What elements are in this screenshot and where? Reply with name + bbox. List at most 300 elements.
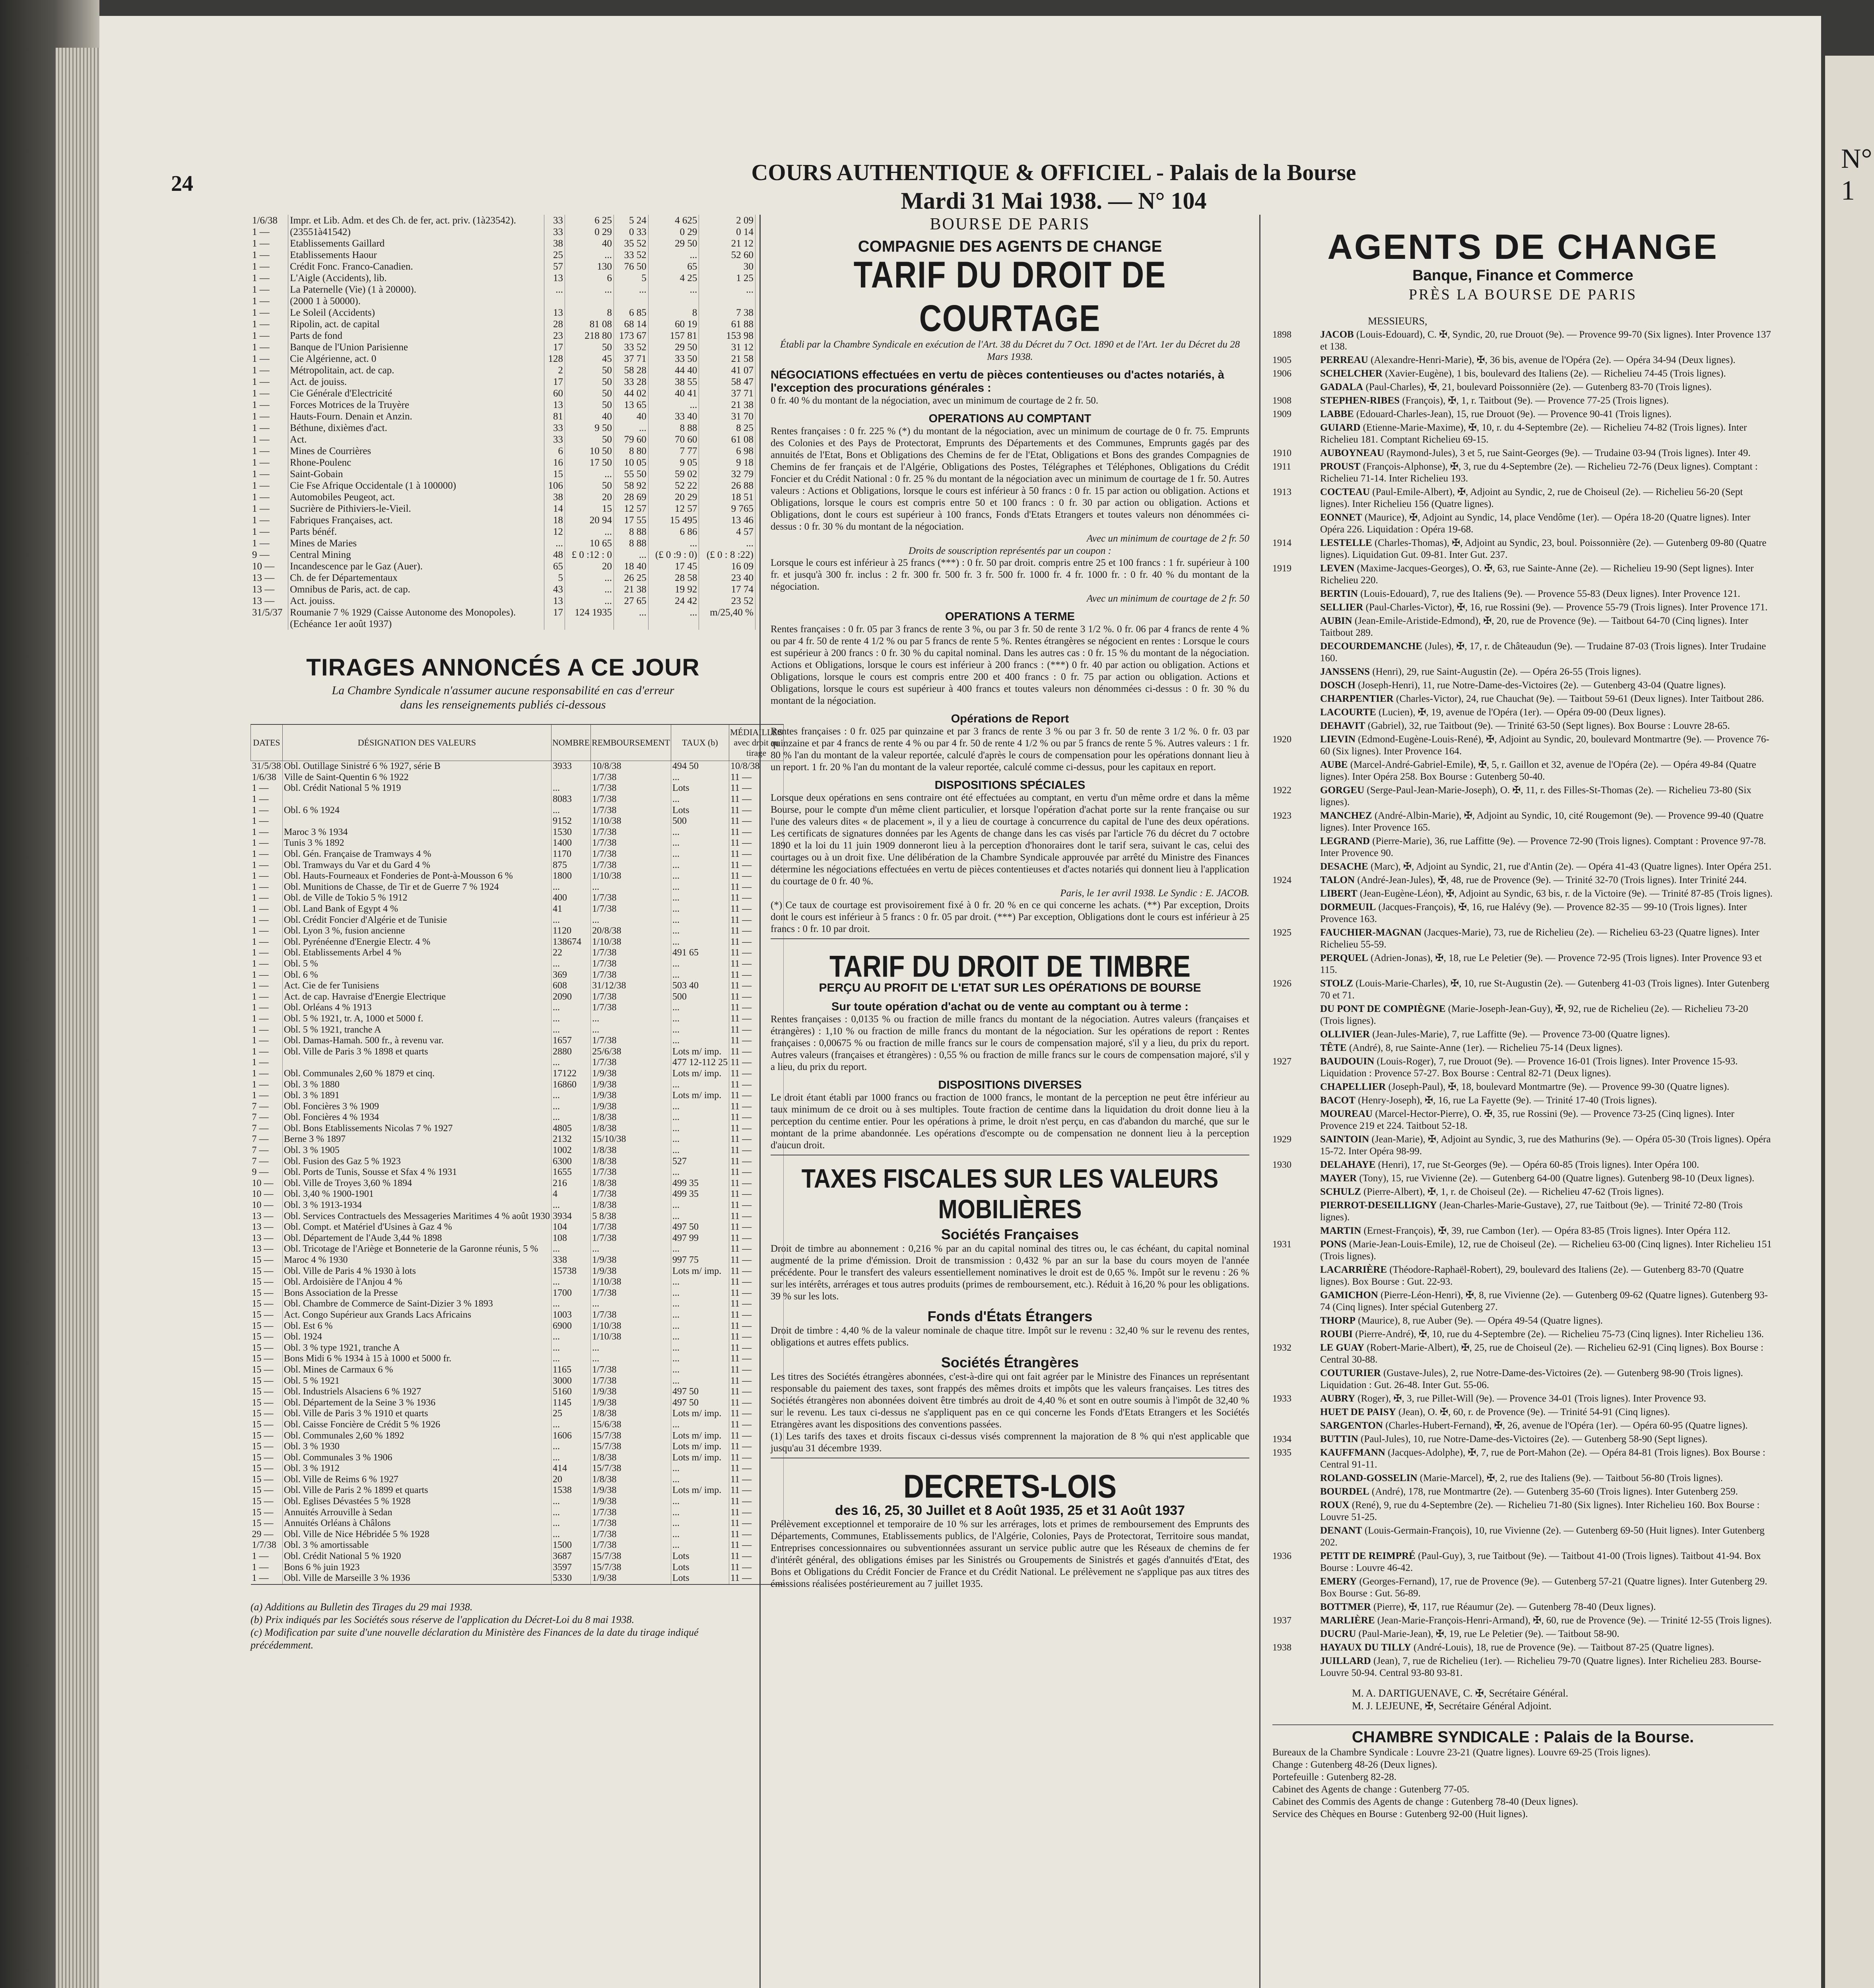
agent-name: DELAHAYE [1320, 1159, 1376, 1170]
agent-detail: (Théodore-Raphaël-Robert), 29, boulevard des Italiens (2e). — Gutenberg 83-70 (Quatre lignes). Box Bourse : Gut. 22-93. [1320, 1264, 1744, 1287]
agent-name: LEGRAND [1320, 836, 1370, 846]
quote-cell: 50 [565, 399, 614, 411]
tirages-cell: ... [671, 1035, 729, 1046]
tirages-row [251, 1573, 784, 1584]
quote-cell: 1 — [251, 284, 288, 295]
quote-row [251, 422, 755, 434]
tirages-row [251, 1244, 784, 1255]
tirages-row [251, 969, 784, 980]
tirages-cell: ... [552, 1244, 591, 1255]
agent-entry [1272, 588, 1773, 600]
tirages-cell: 1/7/38 [591, 1233, 671, 1244]
tirages-row [251, 827, 784, 838]
tirages-cell: 11 — [729, 827, 784, 838]
agent-year: 1923 [1272, 811, 1291, 821]
taxes-note: (1) Les tarifs des taxes et droits fiscaux ci-dessus visés comprennent la majoration de 8 % qui n'est applicable que jusqu'au 31 décembre 1939. [771, 1431, 1249, 1458]
quote-cell: 2 [544, 365, 565, 376]
tirages-cell: 11 — [729, 1299, 784, 1310]
ops-terme-heading: OPERATIONS A TERME [945, 610, 1075, 623]
tirages-cell: 15/7/38 [591, 1562, 671, 1573]
tirages-cell: 1/9/38 [591, 1255, 671, 1266]
tirages-table [251, 724, 784, 1585]
agents-subtitle: Banque, Finance et Commerce [1412, 267, 1633, 284]
quote-cell: 8 [648, 307, 699, 318]
agent-detail: (Georges-Fernand), 17, rue de Provence (9e). — Gutenberg 57-21 (Quatre lignes). Inter Gutenberg 29. Box Bourse : Gut. 56-89. [1320, 1576, 1767, 1599]
tirages-row [251, 1386, 784, 1398]
quote-cell: Béthune, dixièmes d'act. [288, 422, 544, 434]
tirages-cell: 15 — [251, 1266, 283, 1277]
agent-name: COCTEAU [1320, 487, 1370, 497]
tirages-cell: 1 — [251, 904, 283, 915]
quote-cell: Act. jouiss. [288, 595, 544, 607]
agent-detail: (Joseph-Henri), 11, rue Notre-Dame-des-Victoires (2e). — Gutenberg 43-04 (Quatre lignes). [1358, 680, 1726, 691]
tirages-cell: Obl. Crédit National 5 % 1919 [282, 783, 551, 794]
quote-row [251, 480, 755, 491]
quote-cell: ... [614, 549, 649, 561]
agent-name: LE GUAY [1320, 1342, 1364, 1353]
quote-cell: 1 — [251, 491, 288, 503]
quote-cell: 37 71 [699, 388, 755, 399]
quote-cell: 33 28 [614, 376, 649, 388]
quote-cell: 1 — [251, 468, 288, 480]
tirages-cell: 20 [552, 1474, 591, 1485]
agent-detail: (Alexandre-Henri-Marie), ✠, 36 bis, avenue de l'Opéra (2e). — Opéra 34-94 (Deux lignes). [1371, 355, 1736, 365]
agent-name: AUBE [1320, 759, 1348, 770]
quote-cell: 33 [544, 215, 565, 226]
agent-detail: (Henri), 29, rue Saint-Augustin (2e). — Opéra 26-55 (Trois lignes). [1372, 666, 1641, 677]
quote-row [251, 607, 755, 618]
tirages-cell: Obl. de Ville de Tokio 5 % 1912 [282, 893, 551, 904]
tirages-cell: ... [671, 1079, 729, 1090]
tirages-cell: 11 — [729, 1562, 784, 1573]
quote-cell: 37 71 [614, 353, 649, 365]
tirages-cell: 3000 [552, 1375, 591, 1386]
quote-cell: 17 74 [699, 584, 755, 595]
tirages-cell: 1120 [552, 926, 591, 937]
tirages-cell: 10 — [251, 1189, 283, 1200]
tirages-cell: 1530 [552, 827, 591, 838]
quote-cell: Ripolin, act. de capital [288, 318, 544, 330]
tirages-cell: 1538 [552, 1485, 591, 1496]
tirages-cell: Act. Cie de fer Tunisiens [282, 980, 551, 992]
tirages-cell: 15 — [251, 1353, 283, 1365]
masthead-date: Mardi 31 Mai 1938. — N° 104 [901, 188, 1207, 214]
agent-detail: (Paul-Emile-Albert), ✠, Adjoint au Syndic, 2, rue de Choiseul (2e). — Richelieu 56-20 (Sept lignes). Inter Richelieu 156 (Quatre lignes). [1320, 487, 1743, 509]
tirages-row [251, 1353, 784, 1365]
agent-entry [1272, 1173, 1773, 1184]
agent-entry [1272, 1615, 1773, 1627]
tirages-cell: 1/7/38 [591, 1529, 671, 1540]
tirages-cell: 15 — [251, 1288, 283, 1299]
tirages-cell: ... [671, 1474, 729, 1485]
tarif-intro: Établi par la Chambre Syndicale en exécution de l'Art. 38 du Décret du 7 Oct. 1890 et de l'Art. 1er du Décret du 28 Mars 1938. [780, 339, 1240, 362]
quote-cell: Banque de l'Union Parisienne [288, 342, 544, 353]
tirages-cell: Obl. 3 % 1880 [282, 1079, 551, 1090]
tirages-cell: Lots m/ imp. [671, 1046, 729, 1057]
tirages-cell: 138674 [552, 937, 591, 948]
tirages-cell: ... [671, 794, 729, 805]
tirages-cell: Maroc 3 % 1934 [282, 827, 551, 838]
tirages-cell: Obl. 3 % type 1921, tranche A [282, 1342, 551, 1353]
quote-cell: 58 28 [614, 365, 649, 376]
quote-row [251, 491, 755, 503]
agent-entry [1272, 1576, 1773, 1600]
agent-detail: (Paul-Charles-Victor), ✠, 16, rue Rossini (9e). — Provence 55-79 (Trois lignes). Inter Provence 171. [1365, 602, 1768, 613]
tirages-cell: 1/8/38 [591, 1112, 671, 1123]
tirages-cell: 13 — [251, 1211, 283, 1222]
tirages-cell: 11 — [729, 783, 784, 794]
tirages-cell: Lots m/ imp. [671, 1068, 729, 1079]
tirages-cell: Lots m/ imp. [671, 1452, 729, 1463]
quote-cell: 13 [544, 307, 565, 318]
tirages-cell: ... [671, 1134, 729, 1145]
agent-entry [1272, 679, 1773, 691]
tirages-cell: Obl. 6 % [282, 969, 551, 980]
tirages-cell: 1/8/38 [591, 1474, 671, 1485]
quote-cell: 38 55 [648, 376, 699, 388]
tirages-row [251, 1430, 784, 1441]
agent-detail: (Henri), 17, rue St-Georges (9e). — Opéra 60-85 (Trois lignes). Inter Opéra 100. [1378, 1159, 1699, 1170]
agent-year: 1898 [1272, 330, 1291, 340]
tirages-cell: 1/7/38 [591, 1189, 671, 1200]
tirages-cell: 15 — [251, 1441, 283, 1452]
agent-entry [1272, 1108, 1773, 1132]
tirages-cell: ... [591, 914, 671, 926]
agent-name: CHARPENTIER [1320, 693, 1394, 704]
tirages-cell: 11 — [729, 1145, 784, 1156]
tirages-row [251, 816, 784, 827]
tirages-row [251, 849, 784, 860]
tirages-cell: Obl. Est 6 % [282, 1320, 551, 1332]
tirages-cell: 1606 [552, 1430, 591, 1441]
tirages-cell: Obl. Ville de Paris 2 % 1899 et quarts [282, 1485, 551, 1496]
tirages-cell: 11 — [729, 1353, 784, 1365]
tirages-cell: 875 [552, 860, 591, 871]
quote-cell: ... [614, 422, 649, 434]
tirages-cell: ... [552, 1112, 591, 1123]
tirages-cell: Berne 3 % 1897 [282, 1134, 551, 1145]
tirages-cell: Lots m/ imp. [671, 1408, 729, 1419]
tirages-cell: 497 50 [671, 1222, 729, 1233]
quote-row [251, 215, 755, 226]
agent-year: 1913 [1272, 487, 1291, 497]
quote-cell: 13 [544, 399, 565, 411]
quote-cell: Roumanie 7 % 1929 (Caisse Autonome des Monopoles). [288, 607, 544, 618]
tirages-cell: 1/9/38 [591, 1068, 671, 1079]
quote-row [251, 388, 755, 399]
tirages-cell: 31/12/38 [591, 980, 671, 992]
agent-year: 1909 [1272, 409, 1291, 419]
tirages-row [251, 783, 784, 794]
agent-entry [1272, 537, 1773, 561]
quote-cell: 13 46 [699, 514, 755, 526]
tirages-cell: 17122 [552, 1068, 591, 1079]
agent-entry [1272, 512, 1773, 536]
quote-cell: 41 07 [699, 365, 755, 376]
tirages-cell: 1/7/38 [591, 1002, 671, 1013]
tirages-cell: 11 — [729, 1112, 784, 1123]
tirages-cell: 1 — [251, 947, 283, 959]
tirages-cell: 11 — [729, 1101, 784, 1112]
column-quotes-tirages [251, 215, 783, 1988]
tirages-cell: 1/7/38 [591, 805, 671, 816]
tirages-cell: 11 — [729, 1222, 784, 1233]
quote-cell: 20 29 [648, 491, 699, 503]
tirages-row [251, 1551, 784, 1562]
quote-cell: 30 [699, 261, 755, 272]
tirages-cell: 15 — [251, 1255, 283, 1266]
tirages-row [251, 1332, 784, 1343]
quote-row [251, 457, 755, 468]
tirages-cell: 11 — [729, 1013, 784, 1025]
page-edges [56, 48, 103, 1988]
tirages-cell: 1655 [552, 1167, 591, 1178]
agent-name: AUBIN [1320, 615, 1352, 626]
agents-subtitle-2: PRÈS LA BOURSE DE PARIS [1408, 286, 1637, 303]
quote-row [251, 342, 755, 353]
tirages-cell: 15 — [251, 1507, 283, 1518]
quote-cell: 23 52 [699, 595, 755, 607]
disp-diverses-text: Le droit étant établi par 1000 francs ou fraction de 1000 francs, le montant de la perception ne peut être inférieur au taux minimum de ce droit ou à ses multiples. Toute fraction de centime dans la liquidation du droit donne lieu à la perception du centime entier. Pour les opérations à prime, le droit n'est perçu, en cas d'abandon du marché, que sur le montant de la prime abandonnée. Les opérations d'escompte ou de compensation ne donnent lieu à la perception d'aucun droit. [771, 1092, 1249, 1155]
quote-cell: 12 57 [648, 503, 699, 514]
quote-cell: 173 67 [614, 330, 649, 342]
agent-detail: (Louis-Edouard), 7, rue des Italiens (9e). — Provence 55-83 (Deux lignes). Inter Provence 121. [1360, 588, 1740, 599]
tirages-cell: 11 — [729, 1332, 784, 1343]
tirages-cell: ... [552, 1507, 591, 1518]
tirages-row [251, 838, 784, 849]
quote-cell: 1 — [251, 238, 288, 249]
tirages-row [251, 1463, 784, 1474]
tirages-header-cell: NOMBRE [552, 724, 591, 761]
quote-cell: 8 88 [648, 422, 699, 434]
page-number: 24 [171, 171, 193, 196]
tirages-cell: 11 — [729, 1452, 784, 1463]
quote-cell: 29 50 [648, 342, 699, 353]
quote-cell: 28 69 [614, 491, 649, 503]
agent-name: PONS [1320, 1239, 1347, 1250]
tirages-row [251, 1200, 784, 1211]
tirages-cell: Obl. 5 % [282, 959, 551, 970]
tirages-row [251, 1342, 784, 1353]
agent-name: BERTIN [1320, 588, 1358, 599]
agent-detail: (Charles-Hubert-Fernand), ✠, 26, avenue de l'Opéra (1er). — Opéra 60-95 (Quatre lignes). [1385, 1420, 1748, 1431]
tirages-cell: ... [671, 904, 729, 915]
quote-cell: Fabriques Françaises, act. [288, 514, 544, 526]
tirages-cell: 3934 [552, 1211, 591, 1222]
tirages-cell: 1 — [251, 882, 283, 893]
agent-year: 1908 [1272, 396, 1291, 406]
quote-cell: 4 57 [699, 526, 755, 538]
quote-cell: 15 [565, 503, 614, 514]
quote-cell: 9 18 [699, 457, 755, 468]
quote-row [251, 284, 755, 295]
quote-cell: 60 [544, 388, 565, 399]
tirages-cell: 13 — [251, 1244, 283, 1255]
quote-cell: 1 — [251, 272, 288, 284]
chambre-line: Cabinet des Commis des Agents de change : Gutenberg 78-40 (Deux lignes). [1272, 1796, 1578, 1807]
quote-cell: 1 — [251, 480, 288, 491]
tirages-cell: Lots [671, 783, 729, 794]
agent-name: PIERROT-DESEILLIGNY [1320, 1200, 1437, 1211]
agent-detail: (Marcel-André-Gabriel-Emile), ✠, 5, r. Gaillon et 32, avenue de l'Opéra (2e). — Opéra 49-84 (Quatre lignes). Inter Opéra 258. Box Bourse : Gutenberg 50-40. [1320, 759, 1756, 782]
agent-detail: (Paul-Charles), ✠, 21, boulevard Poissonnière (2e). — Gutenberg 83-70 (Trois lignes). [1365, 382, 1712, 392]
tirages-cell: Obl. Foncières 3 % 1909 [282, 1101, 551, 1112]
tirages-row [251, 1079, 784, 1090]
quote-cell: 1 — [251, 514, 288, 526]
agent-name: EONNET [1320, 512, 1362, 523]
tirages-cell: 11 — [729, 1573, 784, 1584]
quote-cell: 58 47 [699, 376, 755, 388]
tirages-cell [282, 1057, 551, 1068]
quote-cell [699, 618, 755, 630]
quote-cell: 6 85 [614, 307, 649, 318]
tirages-cell: Obl. Pyrénéenne d'Energie Electr. 4 % [282, 937, 551, 948]
tirages-cell: Annuités Arrouville à Sedan [282, 1507, 551, 1518]
tirages-cell: 11 — [729, 1419, 784, 1431]
agent-entry [1272, 1186, 1773, 1198]
tirages-cell: ... [671, 1123, 729, 1134]
tirages-cell: ... [671, 882, 729, 893]
tirages-cell: ... [552, 1342, 591, 1353]
quote-cell: (£ 0 :9 : 0) [648, 549, 699, 561]
agents-title: AGENTS DE CHANGE [1327, 227, 1719, 266]
agent-year: 1905 [1272, 355, 1291, 365]
tirages-cell: Obl. Ville de Troyes 3,60 % 1894 [282, 1178, 551, 1189]
agent-entry [1272, 1042, 1773, 1054]
agent-name: COUTURIER [1320, 1368, 1381, 1378]
tirages-cell: 1/8/38 [591, 1156, 671, 1167]
agent-name: LACOURTE [1320, 707, 1376, 718]
agent-name: DENANT [1320, 1525, 1362, 1536]
quote-cell: ... [565, 572, 614, 584]
agent-entry [1272, 734, 1773, 757]
agent-year: 1927 [1272, 1056, 1291, 1067]
tirages-row [251, 1222, 784, 1233]
quote-row [251, 618, 755, 630]
quote-cell: 23 [544, 330, 565, 342]
agent-entry [1272, 329, 1773, 353]
quote-cell: 70 60 [648, 434, 699, 445]
agent-name: DOSCH [1320, 680, 1355, 691]
quote-cell: 24 42 [648, 595, 699, 607]
agent-name: BUTTIN [1320, 1434, 1358, 1444]
secretary-general: M. A. DARTIGUENAVE, C. ✠, Secrétaire Général. [1352, 1687, 1568, 1699]
tirages-row [251, 1101, 784, 1112]
tirages-cell: 500 [671, 991, 729, 1002]
quote-cell: 12 57 [614, 503, 649, 514]
tirages-cell: 1/6/38 [251, 772, 283, 783]
tirages-cell: 11 — [729, 816, 784, 827]
tirages-cell: Obl. Communales 2,60 % 1892 [282, 1430, 551, 1441]
tirages-cell: 15/7/38 [591, 1463, 671, 1474]
tirages-cell: 11 — [729, 1079, 784, 1090]
tirages-cell: 1002 [552, 1145, 591, 1156]
bourse-heading: BOURSE DE PARIS [930, 215, 1090, 233]
tirages-cell: 11 — [729, 871, 784, 882]
tirages-cell: ... [552, 1496, 591, 1507]
agent-year: 1936 [1272, 1551, 1291, 1561]
tirages-cell: 13 — [251, 1233, 283, 1244]
quote-cell: 10 65 [565, 538, 614, 549]
agent-name: MOUREAU [1320, 1109, 1373, 1119]
chambre-syndicale-title: CHAMBRE SYNDICALE : Palais de la Bourse. [1272, 1724, 1773, 1746]
tirages-cell: 11 — [729, 947, 784, 959]
agent-entry [1272, 1628, 1773, 1640]
tirages-cell: Obl. 6 % 1924 [282, 805, 551, 816]
tirages-cell: 11 — [729, 1507, 784, 1518]
agent-detail: (Maurice), ✠, Adjoint au Syndic, 14, place Vendôme (1er). — Opéra 18-20 (Quatre lignes). Inter Opéra 226. Liquidation : Opéra 19-68. [1320, 512, 1751, 535]
quote-cell: 128 [544, 353, 565, 365]
agent-detail: (Louis-Marie-Charles), ✠, 10, rue St-Augustin (2e). — Gutenberg 41-03 (Trois lignes). Inter Gutenberg 70 et 71. [1320, 978, 1769, 1001]
tirages-row [251, 1441, 784, 1452]
agent-entry [1272, 861, 1773, 873]
tirages-cell: 7 — [251, 1145, 283, 1156]
tirages-row [251, 1529, 784, 1540]
tirages-row [251, 1068, 784, 1079]
agent-detail: (Paul-Guy), 3, rue Taitbout (9e). — Taitbout 41-00 (Trois lignes). Taitbout 41-94. Box Bourse : Louvre 46-42. [1320, 1551, 1761, 1573]
quote-cell: 8 25 [699, 422, 755, 434]
tirages-cell: 1170 [552, 849, 591, 860]
quote-cell: ... [648, 399, 699, 411]
agent-detail: (Jean-Marie), ✠, Adjoint au Syndic, 3, rue des Mathurins (9e). — Opéra 05-30 (Trois lignes). Opéra 15-72. Inter Opéra 98-99. [1320, 1134, 1771, 1157]
agent-detail: (Gustave-Jules), 2, rue Notre-Dame-des-Victoires (2e). — Gutenberg 98-90 (Trois lignes). Liquidation : Gut. 26-48. Inter Gut. 55-06. [1320, 1368, 1743, 1390]
tirages-cell: 1 — [251, 805, 283, 816]
quote-cell: 12 [544, 526, 565, 538]
agent-detail: (Charles-Thomas), ✠, Adjoint au Syndic, 23, boul. Poissonnière (2e). — Gutenberg 09-80 (Quatre lignes). Liquidation Gut. 09-81. Inter Gut. 237. [1320, 538, 1767, 560]
quotes-table [251, 215, 755, 630]
tirages-cell: Obl. Industriels Alsaciens 6 % 1927 [282, 1386, 551, 1398]
agent-entry [1272, 641, 1773, 664]
quote-cell: Sucrière de Pithiviers-le-Vieil. [288, 503, 544, 514]
quote-cell: Hauts-Fourn. Denain et Anzin. [288, 411, 544, 422]
tirages-cell: ... [552, 1277, 591, 1288]
tirages-cell: 11 — [729, 1200, 784, 1211]
tirages-row [251, 805, 784, 816]
agent-entry [1272, 1328, 1773, 1340]
quote-cell: ... [565, 584, 614, 595]
tirages-cell: 11 — [729, 1277, 784, 1288]
tirages-cell: ... [671, 914, 729, 926]
tirages-cell: 1/7/38 [591, 1518, 671, 1529]
tirages-cell: ... [552, 1518, 591, 1529]
tirages-cell: 1 — [251, 1551, 283, 1562]
quote-cell: 33 50 [648, 353, 699, 365]
quote-cell: Saint-Gobain [288, 468, 544, 480]
tirages-cell: 1/8/38 [591, 1145, 671, 1156]
tirages-cell: 9 — [251, 1167, 283, 1178]
tirages-cell: ... [671, 959, 729, 970]
agent-name: HUET DE PAISY [1320, 1407, 1396, 1417]
agent-entry [1272, 1134, 1773, 1157]
agent-entry [1272, 707, 1773, 718]
taxes-title: TAXES FISCALES SUR LES VALEURS MOBILIÈRES [801, 1164, 1219, 1224]
agent-year: 1926 [1272, 978, 1291, 989]
quote-cell: 28 58 [648, 572, 699, 584]
tirages-cell: 1 — [251, 937, 283, 948]
quote-row [251, 549, 755, 561]
tirages-cell: 11 — [729, 1375, 784, 1386]
quote-cell: 1/6/38 [251, 215, 288, 226]
tirages-cell: 1/9/38 [591, 1101, 671, 1112]
quote-cell: Parts bénéf. [288, 526, 544, 538]
quote-cell: 38 [544, 491, 565, 503]
tirages-cell: 15 — [251, 1430, 283, 1441]
agent-detail: (Pierre-André), ✠, 10, rue du 4-Septembre (2e). — Richelieu 75-73 (Cinq lignes). Inter Richelieu 136. [1355, 1329, 1764, 1340]
quote-cell: ... [544, 284, 565, 295]
tirages-cell: 1/8/38 [591, 1200, 671, 1211]
agent-detail: (Paul-Jules), 10, rue Notre-Dame-des-Victoires (2e). — Gutenberg 58-90 (Sept lignes). [1361, 1434, 1708, 1444]
agent-entry [1272, 1225, 1773, 1237]
